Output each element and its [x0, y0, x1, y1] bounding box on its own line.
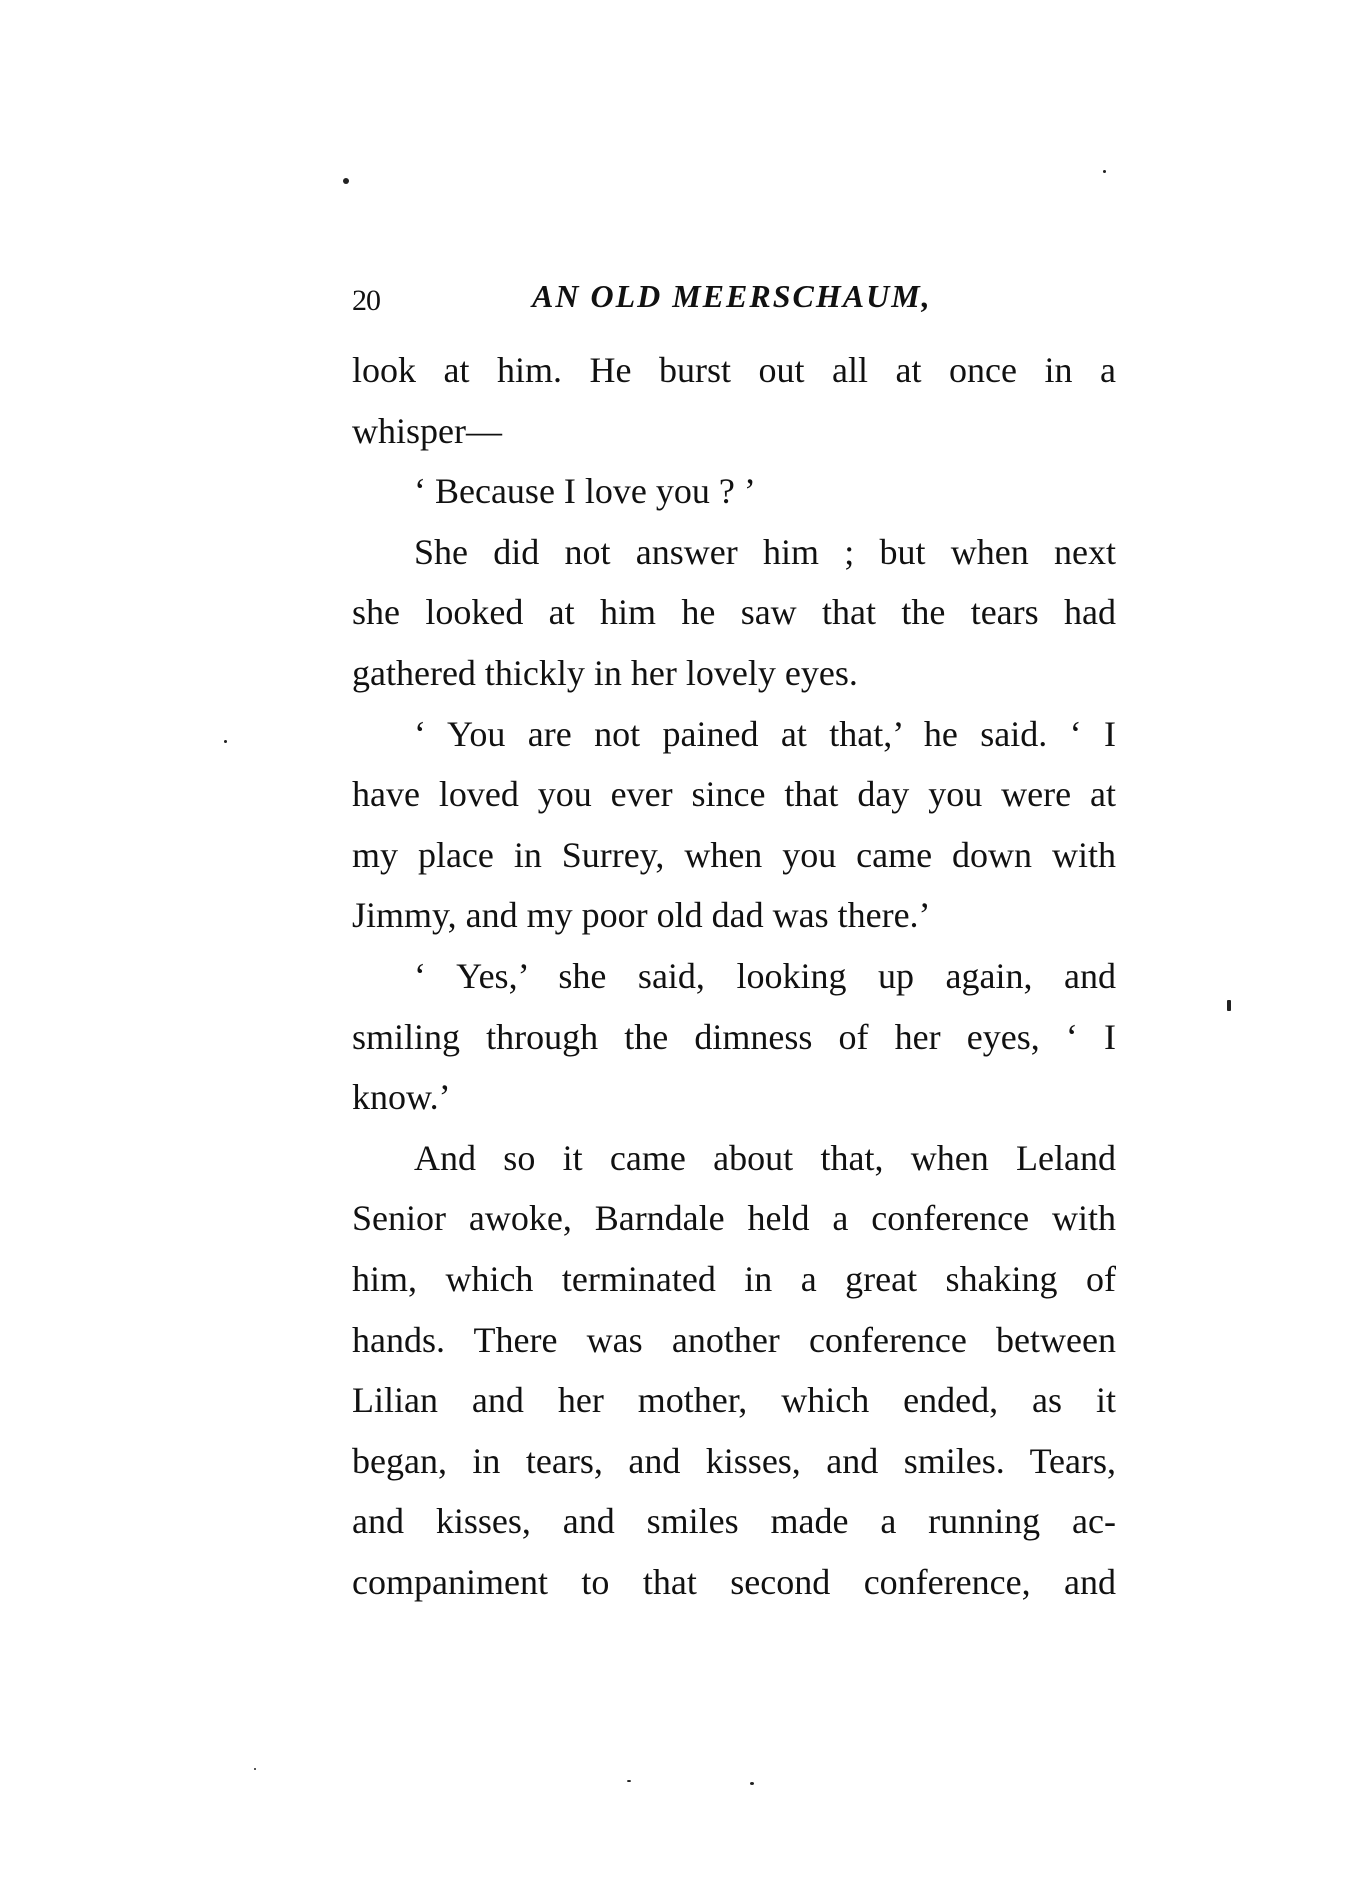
print-speck	[1227, 1000, 1231, 1011]
text-line: whisper—	[352, 410, 502, 451]
text-line: she looked at him he saw that the tears had	[352, 592, 1116, 633]
print-speck	[224, 740, 227, 743]
print-speck	[627, 1780, 631, 1782]
page-number: 20	[352, 284, 380, 317]
text-line: ‘ Yes,’ she said, looking up again, and	[414, 955, 1116, 996]
text-line: ‘ You are not pained at that,’ he said. ‘ I	[414, 713, 1116, 754]
print-speck	[343, 178, 349, 184]
text-line: She did not answer him ; but when next	[414, 531, 1116, 572]
running-head	[352, 278, 1112, 318]
text-line: began, in tears, and kisses, and smiles. Tears,	[352, 1440, 1116, 1481]
body-text	[352, 340, 1116, 1612]
text-line: Jimmy, and my poor old dad was there.’	[352, 895, 931, 936]
text-line: him, which terminated in a great shaking of	[352, 1258, 1116, 1299]
print-speck	[1103, 170, 1106, 173]
text-line: ‘ Because I love you ? ’	[414, 471, 756, 512]
text-line: Senior awoke, Barndale held a conference with	[352, 1198, 1116, 1239]
text-line: have loved you ever since that day you were at	[352, 774, 1116, 815]
text-line: know.’	[352, 1077, 451, 1118]
text-line: Lilian and her mother, which ended, as it	[352, 1380, 1116, 1421]
text-line: And so it came about that, when Leland	[414, 1137, 1116, 1178]
text-line: my place in Surrey, when you came down with	[352, 834, 1116, 875]
text-line: companiment to that second conference, and	[352, 1561, 1116, 1602]
text-line: and kisses, and smiles made a running ac-	[352, 1501, 1116, 1542]
print-speck	[750, 1782, 754, 1785]
text-line: look at him. He burst out all at once in a	[352, 350, 1116, 390]
text-line: smiling through the dimness of her eyes, ‘ I	[352, 1016, 1116, 1057]
print-speck	[254, 1768, 256, 1770]
text-line: gathered thickly in her lovely eyes.	[352, 652, 858, 693]
running-title: AN OLD MEERSCHAUM,	[532, 278, 932, 314]
text-line: hands. There was another conference between	[352, 1319, 1116, 1360]
